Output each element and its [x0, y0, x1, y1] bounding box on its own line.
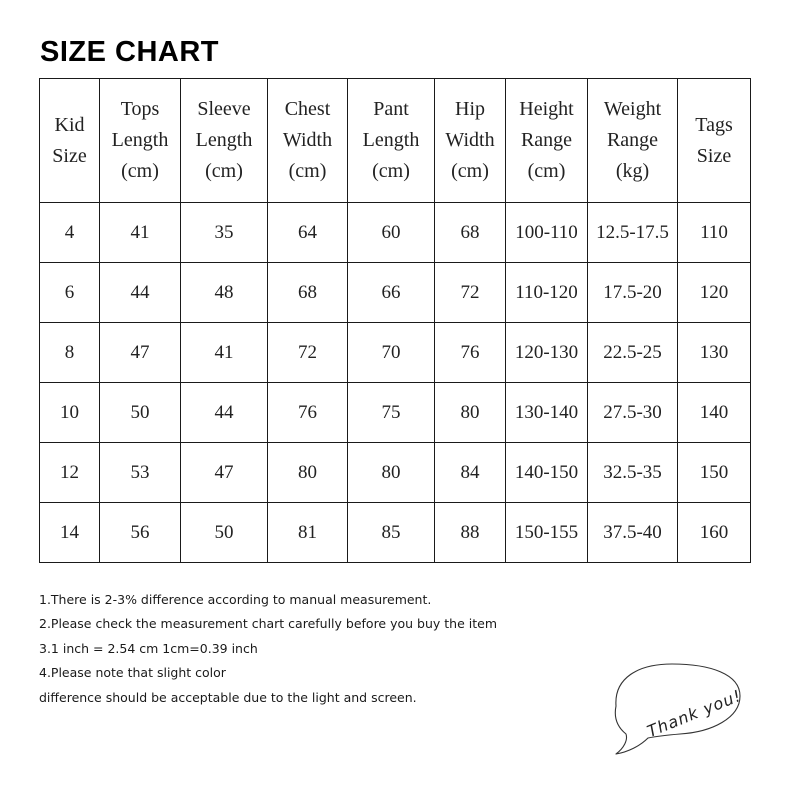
table-cell: 12.5-17.5 [588, 203, 678, 263]
table-cell: 80 [435, 383, 506, 443]
table-cell: 17.5-20 [588, 263, 678, 323]
table-cell: 70 [348, 323, 435, 383]
table-cell: 60 [348, 203, 435, 263]
table-cell: 76 [435, 323, 506, 383]
table-cell: 4 [40, 203, 100, 263]
thank-you-text: Thank you! [644, 685, 745, 741]
table-cell: 140-150 [506, 443, 588, 503]
table-cell: 48 [181, 263, 268, 323]
column-header-line: (kg) [615, 160, 650, 182]
table-row [40, 203, 751, 263]
table-cell: 12 [40, 443, 100, 503]
note-4: 4.Please note that slight color [39, 665, 226, 681]
table-cell: 110-120 [506, 263, 588, 323]
column-header [100, 79, 181, 203]
column-header-line: Weight [603, 98, 662, 120]
table-cell: 66 [348, 263, 435, 323]
table-cell: 47 [181, 443, 268, 503]
column-header-line: (cm) [527, 160, 566, 182]
table-row [40, 503, 751, 563]
table-cell: 110 [678, 203, 751, 263]
column-header [588, 79, 678, 203]
table-cell: 14 [40, 503, 100, 563]
column-header-line: (cm) [121, 160, 159, 182]
table-cell: 84 [435, 443, 506, 503]
table-cell: 68 [268, 263, 348, 323]
table-row [40, 443, 751, 503]
table-cell: 44 [181, 383, 268, 443]
table-cell: 80 [348, 443, 435, 503]
column-header-line: Sleeve [197, 98, 251, 120]
table-cell: 27.5-30 [588, 383, 678, 443]
column-header [348, 79, 435, 203]
table-row [40, 263, 751, 323]
table-cell: 81 [268, 503, 348, 563]
table-cell: 35 [181, 203, 268, 263]
table-cell: 150-155 [506, 503, 588, 563]
column-header-line: Pant [373, 98, 409, 120]
column-header [678, 79, 751, 203]
table-cell: 150 [678, 443, 751, 503]
column-header-line: Length [111, 129, 169, 151]
table-header-row [40, 79, 751, 203]
table-cell: 76 [268, 383, 348, 443]
table-cell: 50 [181, 503, 268, 563]
table-cell: 130 [678, 323, 751, 383]
column-header-line: Size [52, 144, 87, 167]
table-row [40, 323, 751, 383]
table-cell: 80 [268, 443, 348, 503]
table-cell: 41 [181, 323, 268, 383]
table-cell: 53 [100, 443, 181, 503]
table-cell: 72 [435, 263, 506, 323]
table-cell: 37.5-40 [588, 503, 678, 563]
column-header-line: Width [282, 129, 333, 151]
table-cell: 75 [348, 383, 435, 443]
table-cell: 50 [100, 383, 181, 443]
note-3: 3.1 inch = 2.54 cm 1cm=0.39 inch [39, 640, 258, 656]
table-cell: 130-140 [506, 383, 588, 443]
column-header-line: Hip [455, 98, 485, 120]
column-header-line: Size [696, 144, 732, 167]
column-header-line: (cm) [205, 160, 243, 182]
thank-you-bubble [580, 640, 760, 760]
table-cell: 32.5-35 [588, 443, 678, 503]
table-cell: 44 [100, 263, 181, 323]
column-header-line: Range [520, 129, 573, 151]
table-cell: 6 [40, 263, 100, 323]
column-header [506, 79, 588, 203]
table-cell: 64 [268, 203, 348, 263]
table-cell: 72 [268, 323, 348, 383]
table-cell: 160 [678, 503, 751, 563]
column-header [268, 79, 348, 203]
table-cell: 41 [100, 203, 181, 263]
table-cell: 88 [435, 503, 506, 563]
table-cell: 120-130 [506, 323, 588, 383]
table-cell: 100-110 [506, 203, 588, 263]
table-cell: 10 [40, 383, 100, 443]
table-cell: 47 [100, 323, 181, 383]
table-cell: 8 [40, 323, 100, 383]
table-cell: 140 [678, 383, 751, 443]
column-header-line: Height [519, 98, 574, 120]
table-row [40, 383, 751, 443]
page-title: SIZE CHART [40, 36, 219, 68]
table-cell: 56 [100, 503, 181, 563]
column-header-line: Width [445, 129, 495, 151]
column-header-line: (cm) [451, 160, 489, 182]
table-cell: 85 [348, 503, 435, 563]
column-header-line: (cm) [372, 160, 410, 182]
column-header [40, 79, 100, 203]
note-1: 1.There is 2-3% difference according to manual measurement. [39, 592, 432, 607]
column-header-line: Kid [54, 113, 85, 136]
size-chart-table [39, 78, 751, 563]
notes [39, 590, 497, 712]
column-header-line: (cm) [288, 160, 327, 182]
note-2: 2.Please check the measurement chart carefully before you buy the item [39, 616, 497, 632]
column-header-line: Tags [695, 113, 733, 136]
column-header-line: Tops [120, 98, 160, 120]
column-header [435, 79, 506, 203]
table-cell: 120 [678, 263, 751, 323]
note-5: difference should be acceptable due to the light and screen. [39, 689, 417, 705]
table-body [40, 203, 751, 563]
column-header-line: Length [195, 129, 253, 151]
column-header-line: Length [362, 129, 420, 151]
table-cell: 22.5-25 [588, 323, 678, 383]
table-cell: 68 [435, 203, 506, 263]
column-header-line: Chest [284, 98, 331, 120]
column-header [181, 79, 268, 203]
column-header-line: Range [606, 129, 659, 151]
